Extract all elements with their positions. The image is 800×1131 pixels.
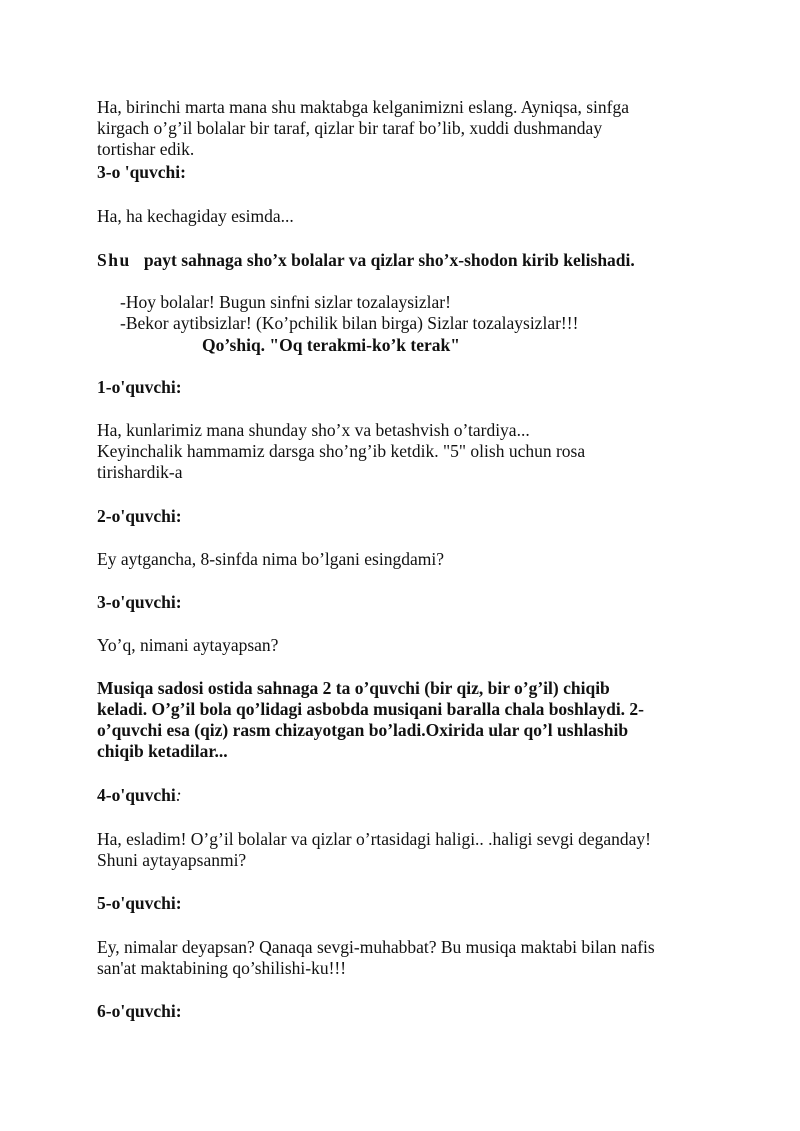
speaker-label: 1-o'quvchi: xyxy=(97,377,182,397)
text-line: Ha, esladim! O’g’il bolalar va qizlar o’rtasidagi haligi.. .haligi sevgi deganday! xyxy=(97,829,651,849)
stage-direction-lead: Shu xyxy=(97,250,131,270)
speaker-colon: : xyxy=(175,785,182,805)
dialogue-line: Yo’q, nimani aytayapsan? xyxy=(97,635,279,655)
dialogue-line xyxy=(97,937,717,979)
speaker-label: 6-o'quvchi: xyxy=(97,1001,182,1021)
text-line: tortishar edik. xyxy=(97,139,195,159)
stage-direction xyxy=(97,250,737,271)
speaker-name: 4-o'quvchi xyxy=(97,785,176,805)
text-line: -Bekor aytibsizlar! (Ko’pchilik bilan birga) Sizlar tozalaysizlar!!! xyxy=(120,313,579,333)
dialogue-exchange xyxy=(120,292,730,334)
intro-paragraph xyxy=(97,97,707,160)
stage-direction xyxy=(97,678,707,762)
speaker-label xyxy=(97,785,707,806)
text-line: o’quvchi esa (qiz) rasm chizayotgan bo’ladi.Oxirida ular qo’l ushlashib xyxy=(97,720,629,740)
speaker-label: 5-o'quvchi: xyxy=(97,893,182,913)
speaker-label: 3-o 'quvchi: xyxy=(97,162,186,182)
text-line: Musiqa sadosi ostida sahnaga 2 ta o’quvchi (bir qiz, bir o’g’il) chiqib xyxy=(97,678,610,698)
text-line: keladi. O’g’il bola qo’lidagi asbobda musiqani baralla chala boshlaydi. 2- xyxy=(97,699,645,719)
dialogue-line: Ey aytgancha, 8-sinfda nima bo’lgani esingdami? xyxy=(97,549,444,569)
text-line: san'at maktabining qo’shilishi-ku!!! xyxy=(97,958,347,978)
text-line: kirgach o’g’il bolalar bir taraf, qizlar bir taraf bo’lib, xuddi dushmanday xyxy=(97,118,603,138)
text-line: Shuni aytayapsanmi? xyxy=(97,850,247,870)
stage-direction-text: payt sahnaga sho’x bolalar va qizlar sho’x-shodon kirib kelishadi. xyxy=(143,250,635,270)
text-line: chiqib ketadilar... xyxy=(97,741,228,761)
song-title: Qo’shiq. "Oq terakmi-ko’k terak" xyxy=(202,335,460,355)
text-line: Keyinchalik hammamiz darsga sho’ng’ib ketdik. "5" olish uchun rosa xyxy=(97,441,586,461)
text-line: Ha, birinchi marta mana shu maktabga kelganimizni eslang. Ayniqsa, sinfga xyxy=(97,97,629,117)
dialogue-line: Ha, ha kechagiday esimda... xyxy=(97,206,294,226)
dialogue-line xyxy=(97,420,707,483)
speaker-label: 2-o'quvchi: xyxy=(97,506,182,526)
speaker-label: 3-o'quvchi: xyxy=(97,592,182,612)
text-line: Ha, kunlarimiz mana shunday sho’x va betashvish o’tardiya... xyxy=(97,420,530,440)
dialogue-line xyxy=(97,829,717,871)
text-line: -Hoy bolalar! Bugun sinfni sizlar tozalaysizlar! xyxy=(120,292,451,312)
text-line: tirishardik-a xyxy=(97,462,183,482)
text-line: Ey, nimalar deyapsan? Qanaqa sevgi-muhabbat? Bu musiqa maktabi bilan nafis xyxy=(97,937,655,957)
